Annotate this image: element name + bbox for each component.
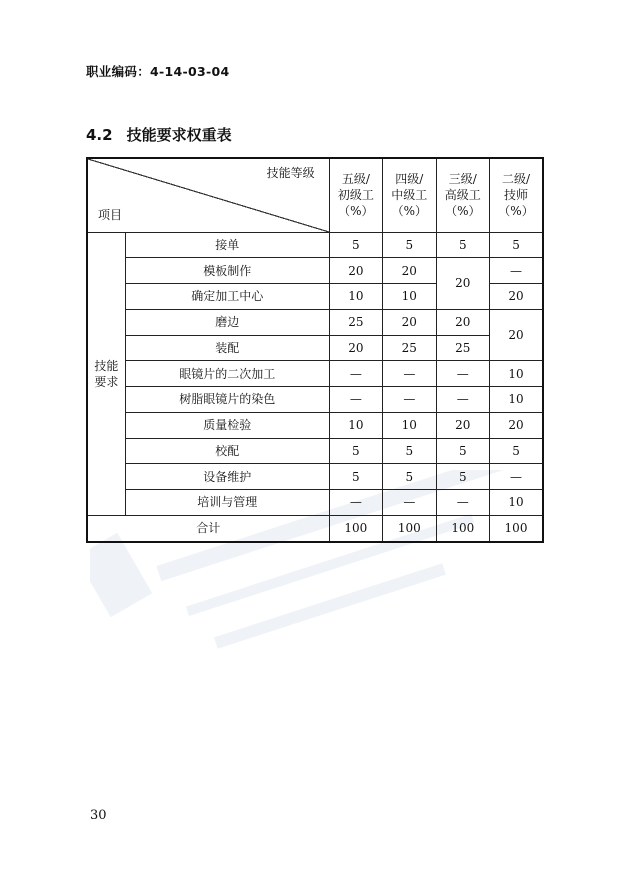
item-cell: 培训与管理: [125, 490, 329, 516]
table-row: [87, 464, 543, 490]
value-cell: —: [329, 387, 382, 413]
total-row: [87, 515, 543, 542]
table-header-row: [87, 158, 543, 232]
value-cell: 5: [490, 232, 543, 258]
item-cell: 磨边: [125, 309, 329, 335]
value-cell: 25: [436, 335, 489, 361]
value-cell: 10: [329, 412, 382, 438]
value-cell: 10: [490, 361, 543, 387]
item-cell: 确定加工中心: [125, 284, 329, 310]
item-cell: 设备维护: [125, 464, 329, 490]
value-cell: 25: [329, 309, 382, 335]
value-cell: —: [436, 387, 489, 413]
skill-weight-table: [86, 157, 544, 543]
total-value: 100: [490, 515, 543, 542]
value-cell: 20: [383, 258, 436, 284]
value-cell: —: [490, 258, 543, 284]
section-heading: [86, 124, 232, 145]
total-value: 100: [436, 515, 489, 542]
section-title: 技能要求权重表: [126, 126, 232, 144]
page-number: 30: [90, 808, 107, 823]
value-cell: —: [383, 490, 436, 516]
total-value: 100: [383, 515, 436, 542]
value-cell: 20: [329, 258, 382, 284]
item-cell: 校配: [125, 438, 329, 464]
value-cell: 20: [329, 335, 382, 361]
value-cell: —: [329, 490, 382, 516]
value-cell: —: [490, 464, 543, 490]
corner-label-item: 项目: [98, 208, 123, 223]
value-cell: 5: [329, 438, 382, 464]
category-cell: 技能 要求: [87, 232, 125, 515]
value-cell-merged: 20: [436, 258, 489, 310]
item-cell: 接单: [125, 232, 329, 258]
total-value: 100: [329, 515, 382, 542]
level-header-4: 四级/ 中级工 （%）: [383, 158, 436, 232]
value-cell-merged: 20: [490, 309, 543, 361]
item-cell: 质量检验: [125, 412, 329, 438]
value-cell: 10: [383, 284, 436, 310]
value-cell: 5: [329, 464, 382, 490]
diagonal-header-cell: [87, 158, 329, 232]
value-cell: 10: [383, 412, 436, 438]
value-cell: 20: [490, 412, 543, 438]
section-number: 4.2: [86, 126, 113, 144]
value-cell: 5: [383, 464, 436, 490]
value-cell: 20: [490, 284, 543, 310]
table-row: [87, 438, 543, 464]
value-cell: 5: [329, 232, 382, 258]
table-row: [87, 232, 543, 258]
level-header-3: 三级/ 高级工 （%）: [436, 158, 489, 232]
value-cell: 10: [329, 284, 382, 310]
table-row: [87, 258, 543, 284]
value-cell: 25: [383, 335, 436, 361]
item-cell: 树脂眼镜片的染色: [125, 387, 329, 413]
item-cell: 眼镜片的二次加工: [125, 361, 329, 387]
value-cell: 20: [383, 309, 436, 335]
value-cell: 5: [383, 232, 436, 258]
value-cell: 5: [436, 232, 489, 258]
value-cell: 20: [436, 309, 489, 335]
value-cell: 10: [490, 490, 543, 516]
level-header-5: 五级/ 初级工 （%）: [329, 158, 382, 232]
value-cell: 5: [383, 438, 436, 464]
value-cell: 5: [436, 438, 489, 464]
level-header-2: 二级/ 技师 （%）: [490, 158, 543, 232]
value-cell: —: [329, 361, 382, 387]
table-row: [87, 361, 543, 387]
total-label: 合计: [87, 515, 329, 542]
table-row: [87, 335, 543, 361]
value-cell: 5: [436, 464, 489, 490]
job-code: 职业编码：4-14-03-04: [86, 64, 230, 79]
value-cell: 5: [490, 438, 543, 464]
value-cell: —: [383, 387, 436, 413]
corner-label-level: 技能等级: [266, 166, 315, 180]
value-cell: —: [436, 361, 489, 387]
value-cell: 10: [490, 387, 543, 413]
table-row: [87, 412, 543, 438]
item-cell: 装配: [125, 335, 329, 361]
table-row: [87, 490, 543, 516]
value-cell: —: [436, 490, 489, 516]
item-cell: 模板制作: [125, 258, 329, 284]
value-cell: 20: [436, 412, 489, 438]
table-row: [87, 309, 543, 335]
value-cell: —: [383, 361, 436, 387]
table-row: [87, 387, 543, 413]
